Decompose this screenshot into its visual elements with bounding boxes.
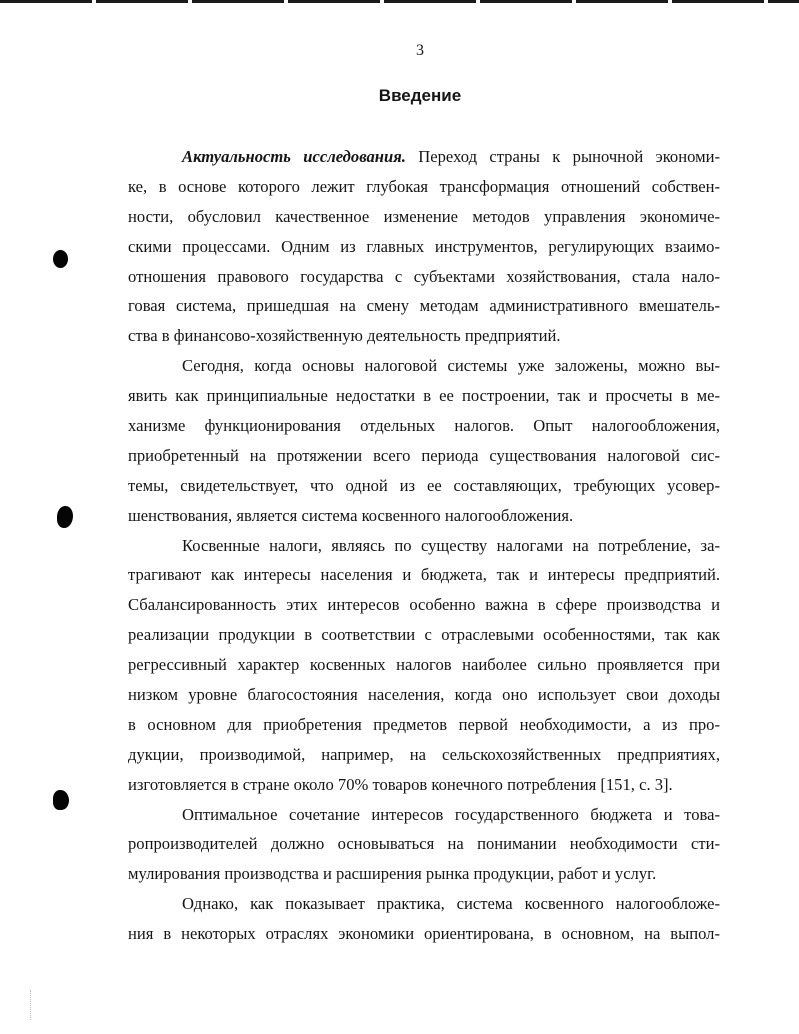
text-line: в основном для приобретения предметов первой необходимости, а из про- bbox=[128, 714, 720, 734]
text-line: Сбалансированность этих интересов особенно важна в сфере производства и bbox=[128, 595, 720, 615]
text-line: шенствования, является система косвенного налогообложения. bbox=[128, 505, 574, 525]
text-line: дукции, производимой, например, на сельскохозяйственных предприятиях, bbox=[128, 744, 720, 764]
paragraph-lead: Актуальность исследования. bbox=[182, 147, 406, 166]
text-line: мулирования производства и расширения рынка продукции, работ и услуг. bbox=[128, 864, 657, 884]
text-line: трагивают как интересы населения и бюджета, так и интересы предприятий. bbox=[128, 565, 720, 585]
body-text bbox=[128, 142, 720, 949]
text-line: Актуальность исследования. Переход страны к рыночной экономи- bbox=[182, 147, 721, 166]
text-line: ности, обусловил качественное изменение методов управления экономиче- bbox=[128, 206, 720, 226]
text-line: ханизме функционирования отдельных налогов. Опыт налогообложения, bbox=[128, 416, 720, 436]
text-line: явить как принципиальные недостатки в ее построении, так и просчеты в ме- bbox=[128, 386, 720, 406]
text-line: реализации продукции в соответствии с отраслевыми особенностями, так как bbox=[128, 625, 720, 645]
page-number: 3 bbox=[416, 42, 424, 59]
text-line: низком уровне благосостояния населения, когда оно использует свои доходы bbox=[128, 685, 720, 705]
text-line: отношения правового государства с субъектами хозяйствования, стала нало- bbox=[128, 266, 720, 286]
text-line: приобретенный на протяжении всего периода существования налоговой сис- bbox=[128, 445, 720, 465]
text-line: говая система, пришедшая на смену методам административного вмешатель- bbox=[128, 296, 720, 316]
text-line: Косвенные налоги, являясь по существу налогами на потребление, за- bbox=[182, 535, 720, 555]
text-line: регрессивный характер косвенных налогов наиболее сильно проявляется при bbox=[128, 655, 720, 675]
text-line: ства в финансово-хозяйственную деятельность предприятий. bbox=[128, 326, 561, 346]
text-line: ропроизводителей должно основываться на понимании необходимости сти- bbox=[128, 834, 720, 854]
punch-hole-mark bbox=[57, 506, 73, 528]
text-line: Оптимальное сочетание интересов государственного бюджета и това- bbox=[182, 804, 720, 824]
punch-hole-mark bbox=[53, 790, 69, 810]
section-heading: Введение bbox=[378, 86, 462, 105]
text-line: ке, в основе которого лежит глубокая трансформация отношений собствен- bbox=[128, 176, 720, 196]
top-scan-border bbox=[0, 0, 799, 3]
text-line: Сегодня, когда основы налоговой системы уже заложены, можно вы- bbox=[182, 356, 720, 376]
text-line: изготовляется в стране около 70% товаров конечного потребления [151, с. 3]. bbox=[128, 774, 673, 794]
text-line: ния в некоторых отраслях экономики ориентирована, в основном, на выпол- bbox=[128, 924, 720, 944]
scan-edge-specks bbox=[30, 990, 35, 1020]
text-line: скими процессами. Одним из главных инструментов, регулирующих взаимо- bbox=[128, 236, 720, 256]
text-line: Однако, как показывает практика, система косвенного налогообложе- bbox=[182, 894, 720, 914]
punch-hole-mark bbox=[53, 250, 68, 268]
text-line: темы, свидетельствует, что одной из ее составляющих, требующих усовер- bbox=[128, 475, 720, 495]
